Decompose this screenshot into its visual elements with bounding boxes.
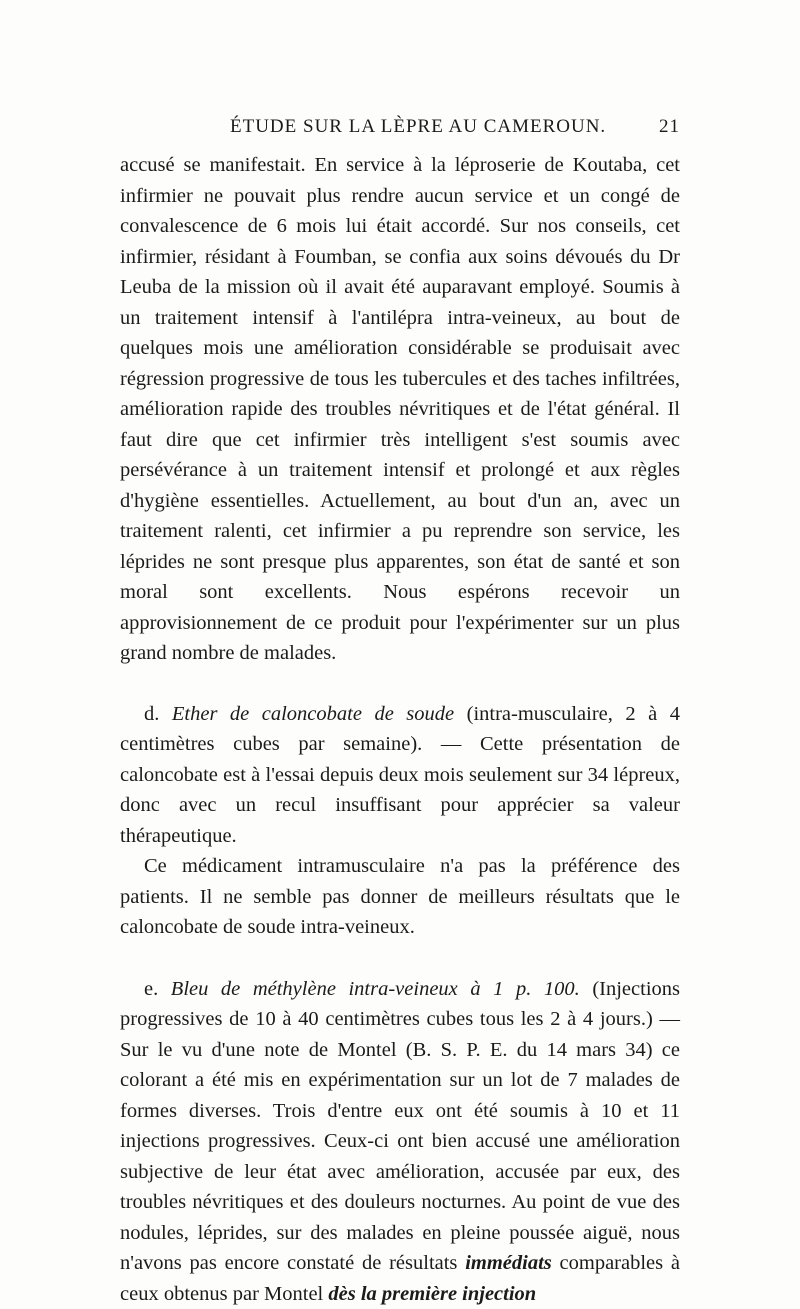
section-d: [120, 699, 680, 852]
running-title: ÉTUDE SUR LA LÈPRE AU CAMEROUN.: [230, 116, 606, 138]
spacer: [120, 943, 680, 974]
section-e: [120, 974, 680, 1309]
emphasis-immediats: immédiats: [465, 1252, 552, 1274]
section-e-title: Bleu de méthylène intra-veineux à 1 p. 100.: [171, 978, 580, 1000]
body-text: [120, 150, 680, 1309]
paragraph-continuation: accusé se manifestait. En service à la léproserie de Koutaba, cet infirmier ne pouvait plus rendre aucun service et un congé de convalescence de 6 mois lui était accordé. Sur nos conseils, cet infirmier, résidant à Foumban, se confia aux soins dévoués du Dr Leuba de la mission où il avait été auparavant employé. Soumis à un traitement intensif à l'antilépra intra-veineux, au bout de quelques mois une amélioration considérable se produisait avec régression progressive de tous les tubercules et des taches infiltrées, amélioration rapide des troubles névritiques et de l'état général. Il faut dire que cet infirmier très intelligent s'est soumis avec persévérance à un traitement intensif et prolongé et aux règles d'hygiène essentielles. Actuellement, au bout d'un an, avec un traitement ralenti, cet infirmier a pu reprendre son service, les léprides ne sont presque plus apparentes, son état de santé et son moral sont excellents. Nous espérons recevoir un approvisionnement de ce produit pour l'expérimenter sur un plus grand nombre de malades.: [120, 150, 680, 669]
section-d-label: d.: [144, 703, 159, 725]
page-number: 21: [659, 116, 680, 138]
emphasis-premiere-injection: dès la première injection: [328, 1283, 536, 1305]
section-e-text-2: comparables à ceux obtenus par Montel: [120, 1252, 680, 1305]
section-e-label: e.: [144, 978, 158, 1000]
running-head: [120, 116, 680, 140]
paragraph-medicament: Ce médicament intramusculaire n'a pas la préférence des patients. Il ne semble pas donner de meilleurs résultats que le caloncobate de soude intra-veineux.: [120, 851, 680, 943]
spacer: [120, 669, 680, 699]
section-d-text: (intra-musculaire, 2 à 4 centimètres cubes par semaine). — Cette présentation de caloncobate est à l'essai depuis deux mois seulement sur 34 lépreux, donc avec un recul insuffisant pour apprécier sa valeur thérapeutique.: [120, 703, 680, 847]
section-d-title: Ether de caloncobate de soude: [172, 703, 454, 725]
section-e-text: (Injections progressives de 10 à 40 centimètres cubes tous les 2 à 4 jours.) — Sur le vu d'une note de Montel (B. S. P. E. du 14 mars 34) ce colorant a été mis en expérimentation sur un lot de 7 malades de formes diverses. Trois d'entre eux ont été soumis à 10 et 11 injections progressives. Ceux-ci ont bien accusé une amélioration subjective de leur état avec amélioration, accusée par eux, des troubles névritiques et des douleurs nocturnes. Au point de vue des nodules, léprides, sur des malades en pleine poussée aiguë, nous n'avons pas encore constaté de résultats: [120, 978, 680, 1275]
